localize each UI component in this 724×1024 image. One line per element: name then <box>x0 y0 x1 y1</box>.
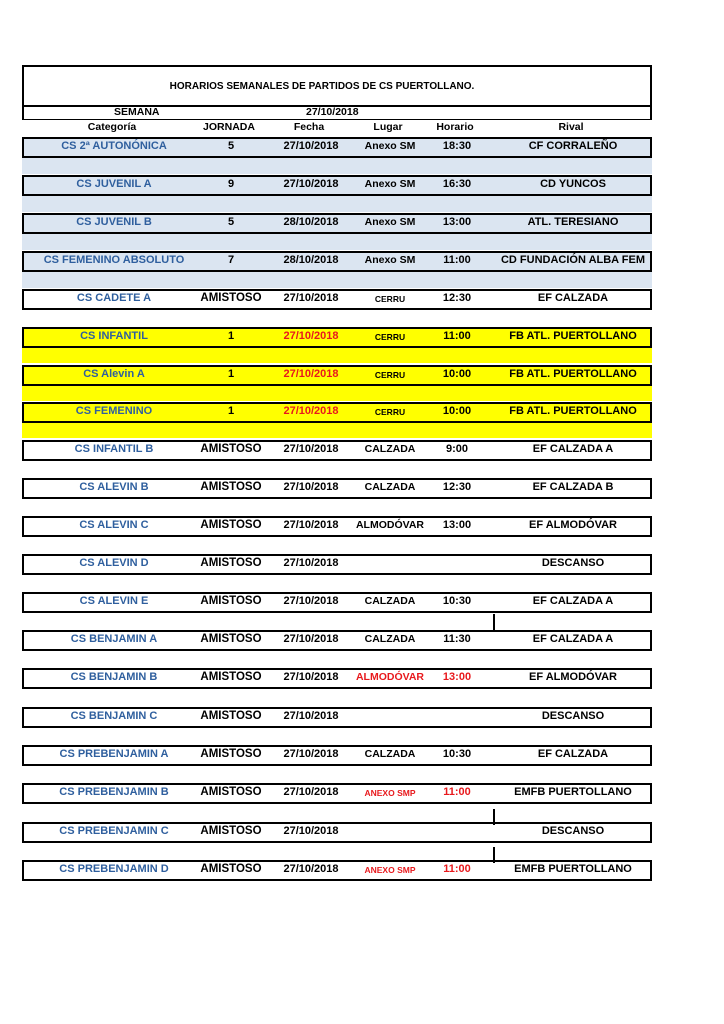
row-jornada: 5 <box>227 216 235 228</box>
row-lugar: Anexo SM <box>364 140 416 152</box>
row-jornada: AMISTOSO <box>200 557 262 569</box>
row-jornada: 1 <box>227 368 235 380</box>
row-jornada: AMISTOSO <box>200 863 262 875</box>
table-row <box>22 592 652 613</box>
table-row <box>22 175 652 196</box>
row-fecha: 27/10/2018 <box>283 330 339 342</box>
row-rival: FB ATL. PUERTOLLANO <box>509 405 637 417</box>
table-row <box>22 289 652 310</box>
row-lugar: CALZADA <box>364 443 416 455</box>
row-rival: EF CALZADA <box>537 748 609 760</box>
row-jornada: AMISTOSO <box>200 633 262 645</box>
table-header <box>22 121 652 137</box>
row-rival: DESCANSO <box>541 557 605 569</box>
table-row <box>22 327 652 348</box>
row-categoria: CS Alevin A <box>83 368 145 380</box>
title-box <box>22 65 652 107</box>
row-fecha: 27/10/2018 <box>283 671 339 683</box>
row-horario: 18:30 <box>442 140 472 152</box>
row-horario: 10:30 <box>442 595 472 607</box>
row-horario: 10:00 <box>442 405 472 417</box>
row-rival: CD YUNCOS <box>540 178 606 190</box>
row-rival: EF CALZADA <box>537 292 609 304</box>
row-horario: 9:00 <box>445 443 469 455</box>
row-fecha: 27/10/2018 <box>283 292 339 304</box>
row-horario: 11:00 <box>443 330 471 342</box>
table-row <box>22 213 652 234</box>
row-rival: EMFB PUERTOLLANO <box>514 786 632 798</box>
row-horario: 13:00 <box>442 519 472 531</box>
row-fecha: 27/10/2018 <box>283 557 339 569</box>
row-categoria: CS FEMENINO ABSOLUTO <box>43 254 185 266</box>
row-categoria: CS ALEVIN D <box>79 557 149 569</box>
row-fecha: 27/10/2018 <box>283 368 339 380</box>
row-band <box>22 272 652 288</box>
row-jornada: AMISTOSO <box>200 786 262 798</box>
row-fecha: 27/10/2018 <box>283 405 339 417</box>
row-fecha: 28/10/2018 <box>283 216 339 228</box>
row-jornada: AMISTOSO <box>200 481 262 493</box>
row-band <box>22 158 652 174</box>
table-row <box>22 745 652 766</box>
row-categoria: CS INFANTIL <box>80 330 148 342</box>
table-row <box>22 707 652 728</box>
table-row <box>22 516 652 537</box>
row-lugar: CALZADA <box>364 748 416 760</box>
table-row <box>22 630 652 651</box>
row-categoria: CS ALEVIN E <box>79 595 149 607</box>
row-rival: DESCANSO <box>541 825 605 837</box>
row-lugar: CERRU <box>374 370 406 380</box>
row-jornada: AMISTOSO <box>200 748 262 760</box>
table-row <box>22 822 652 843</box>
row-jornada: AMISTOSO <box>200 825 262 837</box>
header-horario: Horario <box>436 121 474 133</box>
row-horario: 12:30 <box>442 481 472 493</box>
row-horario: 12:30 <box>442 292 472 304</box>
row-fecha: 27/10/2018 <box>283 633 339 645</box>
row-lugar: ANEXO SMP <box>364 865 416 875</box>
row-fecha: 27/10/2018 <box>283 710 339 722</box>
row-jornada: 1 <box>227 330 235 342</box>
table-row <box>22 402 652 423</box>
row-rival: FB ATL. PUERTOLLANO <box>509 330 637 342</box>
row-categoria: CS PREBENJAMIN B <box>59 786 169 798</box>
row-categoria: CS ALEVIN C <box>79 519 149 531</box>
row-lugar: ALMODÓVAR <box>355 519 425 531</box>
row-rival: EF CALZADA A <box>532 443 614 455</box>
row-fecha: 27/10/2018 <box>283 748 339 760</box>
row-horario: 11:30 <box>443 633 471 645</box>
row-categoria: CS CADETE A <box>76 292 152 304</box>
row-categoria: CS 2ª AUTONÓNICA <box>61 140 167 152</box>
table-row <box>22 783 652 804</box>
table-row <box>22 668 652 689</box>
row-rival: EF ALMODÓVAR <box>529 671 617 683</box>
row-horario: 16:30 <box>442 178 472 190</box>
row-horario: 13:00 <box>442 671 472 683</box>
row-lugar: CERRU <box>374 407 406 417</box>
row-lugar: Anexo SM <box>364 254 416 266</box>
row-fecha: 27/10/2018 <box>283 443 339 455</box>
row-jornada: 9 <box>227 178 235 190</box>
row-fecha: 27/10/2018 <box>283 178 339 190</box>
row-rival: FB ATL. PUERTOLLANO <box>509 368 637 380</box>
semana-label: SEMANA <box>114 106 160 118</box>
header-fecha: Fecha <box>293 121 325 133</box>
row-lugar: CALZADA <box>364 481 416 493</box>
row-rival: CD FUNDACIÓN ALBA FEM <box>500 254 645 266</box>
table-row <box>22 478 652 499</box>
row-horario: 10:30 <box>442 748 472 760</box>
table-row <box>22 554 652 575</box>
row-rival: EF CALZADA A <box>532 633 614 645</box>
table-row <box>22 251 652 272</box>
header-categoria: Categoría <box>87 121 137 133</box>
row-categoria: CS JUVENIL A <box>76 178 152 190</box>
header-jornada: JORNADA <box>203 121 255 133</box>
row-fecha: 27/10/2018 <box>283 140 339 152</box>
row-categoria: CS FEMENINO <box>75 405 153 417</box>
page-title: HORARIOS SEMANALES DE PARTIDOS DE CS PUERTOLLANO. <box>169 80 475 92</box>
row-rival: CF CORRALEÑO <box>528 140 618 152</box>
row-categoria: CS PREBENJAMIN C <box>59 825 169 837</box>
semana-value: 27/10/2018 <box>306 106 359 118</box>
row-band <box>22 234 652 250</box>
header-rival: Rival <box>558 121 584 133</box>
row-band <box>22 348 652 363</box>
row-fecha: 27/10/2018 <box>283 595 339 607</box>
row-horario: 11:00 <box>443 863 471 875</box>
row-lugar: ANEXO SMP <box>364 788 416 798</box>
row-horario: 11:00 <box>443 254 471 266</box>
row-lugar: ALMODÓVAR <box>355 671 425 683</box>
row-jornada: AMISTOSO <box>200 443 262 455</box>
row-categoria: CS BENJAMIN A <box>70 633 158 645</box>
row-band <box>22 196 652 212</box>
row-jornada: 5 <box>227 140 235 152</box>
row-horario: 13:00 <box>442 216 472 228</box>
row-fecha: 28/10/2018 <box>283 254 339 266</box>
row-categoria: CS JUVENIL B <box>76 216 152 228</box>
header-lugar: Lugar <box>373 121 403 133</box>
grid-tick <box>493 847 495 863</box>
row-band <box>22 386 652 401</box>
row-categoria: CS ALEVIN B <box>79 481 149 493</box>
row-horario: 10:00 <box>442 368 472 380</box>
row-lugar: Anexo SM <box>364 216 416 228</box>
row-jornada: AMISTOSO <box>200 710 262 722</box>
row-rival: EF ALMODÓVAR <box>529 519 617 531</box>
row-lugar: CALZADA <box>364 633 416 645</box>
grid-tick <box>493 614 495 630</box>
row-jornada: AMISTOSO <box>200 595 262 607</box>
row-rival: EMFB PUERTOLLANO <box>514 863 632 875</box>
row-lugar: CERRU <box>374 332 406 342</box>
row-rival: EF CALZADA A <box>532 595 614 607</box>
row-rival: EF CALZADA B <box>532 481 614 493</box>
table-row <box>22 137 652 158</box>
row-band <box>22 423 652 438</box>
row-jornada: AMISTOSO <box>200 292 262 304</box>
row-fecha: 27/10/2018 <box>283 825 339 837</box>
row-jornada: 1 <box>227 405 235 417</box>
row-lugar: CERRU <box>374 294 406 304</box>
row-categoria: CS PREBENJAMIN D <box>59 863 169 875</box>
row-rival: DESCANSO <box>541 710 605 722</box>
row-lugar: CALZADA <box>364 595 416 607</box>
table-row <box>22 440 652 461</box>
table-row <box>22 365 652 386</box>
row-lugar: Anexo SM <box>364 178 416 190</box>
table-row <box>22 860 652 881</box>
row-categoria: CS BENJAMIN C <box>70 710 158 722</box>
row-jornada: 7 <box>227 254 235 266</box>
grid-tick <box>493 809 495 825</box>
row-jornada: AMISTOSO <box>200 671 262 683</box>
row-rival: ATL. TERESIANO <box>527 216 619 228</box>
row-categoria: CS BENJAMIN B <box>70 671 158 683</box>
row-categoria: CS PREBENJAMIN A <box>59 748 169 760</box>
row-categoria: CS INFANTIL B <box>74 443 154 455</box>
row-fecha: 27/10/2018 <box>283 863 339 875</box>
row-fecha: 27/10/2018 <box>283 481 339 493</box>
row-horario: 11:00 <box>443 786 471 798</box>
row-fecha: 27/10/2018 <box>283 519 339 531</box>
semana-row <box>22 105 652 120</box>
row-jornada: AMISTOSO <box>200 519 262 531</box>
row-fecha: 27/10/2018 <box>283 786 339 798</box>
